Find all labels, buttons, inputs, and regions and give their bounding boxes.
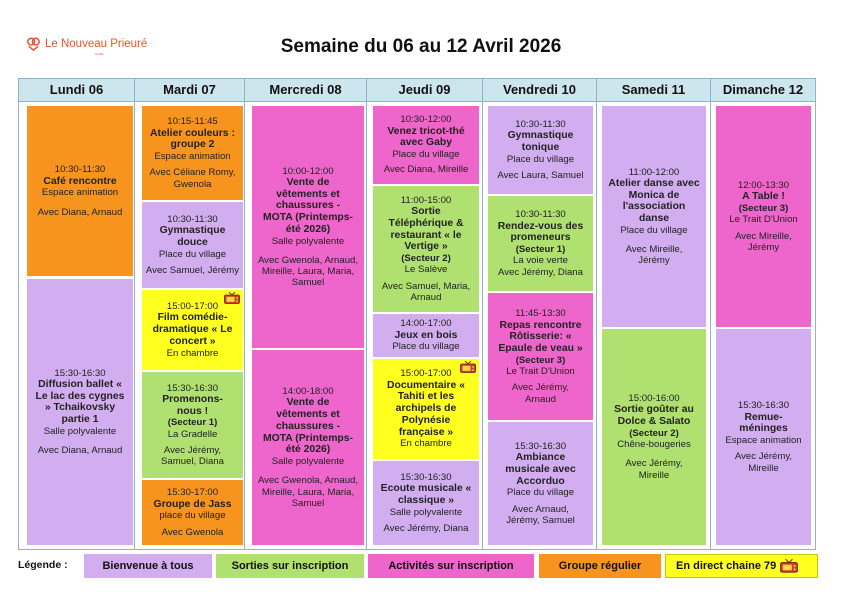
- event-place: Espace animation: [41, 187, 119, 199]
- event-people: Avec Gwenola, Arnaud, Mireille, Laura, Maria, Samuel: [257, 254, 359, 289]
- event-card[interactable]: [602, 106, 706, 327]
- event-people: Avec Jérémy, Diana: [383, 522, 469, 534]
- event-time: 15:00-16:00: [628, 393, 680, 405]
- event-title: Film comédie-dramatique « Le concert »: [152, 312, 233, 347]
- day-column-vendredi: [483, 79, 597, 549]
- event-people: Avec Gwenola: [161, 526, 224, 538]
- event-time: 15:30-16:30: [54, 367, 106, 379]
- event-card[interactable]: [373, 461, 479, 545]
- legend-sorties: Sorties sur inscription: [216, 554, 364, 578]
- event-title: Sortie Téléphérique & restaurant « le Vertige »: [388, 206, 464, 253]
- event-place: Place du village: [392, 341, 460, 353]
- event-place: Salle polyvalente: [271, 456, 345, 468]
- legend-activites: Activités sur inscription: [368, 554, 534, 578]
- event-card[interactable]: [142, 372, 243, 478]
- legend-groupe: Groupe régulier: [539, 554, 661, 578]
- day-column-samedi: [597, 79, 711, 549]
- event-people: Avec Gwenola, Arnaud, Mireille, Laura, Maria, Samuel: [257, 475, 359, 509]
- event-card[interactable]: [142, 202, 243, 288]
- event-card[interactable]: [488, 196, 593, 291]
- event-time: 14:00-17:00: [400, 318, 452, 330]
- tv-icon: [224, 292, 240, 304]
- day-column-mercredi: [245, 79, 367, 549]
- event-card[interactable]: [252, 106, 364, 348]
- event-people: Avec Mireille, Jérémy: [735, 230, 792, 253]
- day-column-lundi: [19, 79, 135, 549]
- event-place: Le Trait D'Union: [506, 366, 575, 378]
- page-title: Semaine du 06 au 12 Avril 2026: [280, 36, 562, 57]
- day-column-dimanche: [711, 79, 815, 549]
- tv-icon: [780, 559, 798, 573]
- event-sector: (Secteur 2): [629, 427, 679, 439]
- event-title: A Table !: [742, 191, 785, 203]
- tv-icon: [460, 361, 476, 373]
- event-place: En chambre: [166, 347, 219, 359]
- legend-direct-label: En direct chaine 79: [676, 560, 777, 572]
- event-title: Ambiance musicale avec Accorduo: [505, 452, 576, 487]
- event-place: Place du village: [506, 153, 575, 165]
- day-header: Vendredi 10: [483, 79, 596, 102]
- event-title: Sortie goûter au Dolce & Salato: [614, 404, 694, 428]
- event-card[interactable]: [488, 106, 593, 194]
- event-card[interactable]: [488, 293, 593, 420]
- event-card[interactable]: [602, 329, 706, 545]
- event-people: Avec Jérémy, Mireille: [734, 451, 793, 474]
- legend-label: Légende :: [18, 559, 68, 571]
- event-sector: (Secteur 1): [167, 417, 218, 429]
- event-place: La voie verte: [513, 255, 568, 267]
- day-header: Mardi 07: [135, 79, 244, 102]
- event-time: 14:00-18:00: [282, 386, 334, 397]
- event-place: En chambre: [400, 438, 452, 450]
- event-place: Espace animation: [725, 435, 802, 447]
- day-header: Dimanche 12: [711, 79, 815, 102]
- event-time: 15:30-16:30: [166, 382, 219, 394]
- event-people: Avec Samuel, Jérémy: [145, 264, 240, 276]
- event-title: Atelier danse avec Monica de l'association danse: [608, 177, 700, 225]
- event-place: Place du village: [620, 224, 688, 236]
- event-time: 15:30-16:30: [400, 471, 452, 483]
- event-card[interactable]: [27, 279, 133, 545]
- event-card[interactable]: [488, 422, 593, 545]
- event-people: Avec Céliane Romy, Gwenola: [149, 167, 236, 190]
- event-title: Groupe de Jass: [153, 498, 232, 510]
- event-people: Avec Samuel, Maria, Arnaud: [381, 280, 471, 303]
- event-place: Chêne-bougeries: [617, 439, 691, 451]
- event-people: Avec Jérémy, Arnaud: [511, 382, 570, 405]
- day-header: Mercredi 08: [245, 79, 366, 102]
- event-people: Avec Jérémy, Mireille: [625, 458, 683, 481]
- event-people: Avec Arnaud, Jérémy, Samuel: [506, 503, 575, 526]
- event-card[interactable]: [373, 186, 479, 312]
- day-column-jeudi: [367, 79, 483, 549]
- event-time: 15:30-16:30: [737, 400, 790, 412]
- event-place: Salle polyvalente: [43, 425, 117, 437]
- event-people: Avec Diana, Arnaud: [37, 445, 123, 457]
- event-title: Documentaire « Tahiti et les archipels de Polynésie française »: [387, 379, 465, 438]
- event-people: Avec Mireille, Jérémy: [625, 244, 683, 267]
- event-time: 10:15-11:45: [167, 116, 218, 128]
- event-title: Gymnastique tonique: [507, 130, 574, 153]
- event-card[interactable]: [716, 106, 811, 327]
- event-sector: (Secteur 2): [401, 253, 451, 265]
- event-sector: (Secteur 3): [738, 203, 789, 215]
- day-header: Jeudi 09: [367, 79, 482, 102]
- event-time: 11:00-12:00: [628, 166, 680, 178]
- event-time: 15:00-17:00: [166, 301, 219, 313]
- legend-bienvenue: Bienvenue à tous: [84, 554, 212, 578]
- schedule-table: [18, 78, 816, 550]
- event-place: La Gradelle: [167, 428, 218, 440]
- event-card[interactable]: [142, 290, 243, 370]
- event-title: Café rencontre: [43, 175, 117, 187]
- event-place: Place du village: [506, 487, 575, 499]
- event-time: 11:00-15:00: [400, 194, 452, 206]
- event-card[interactable]: [142, 480, 243, 545]
- event-time: 15:00-17:00: [400, 368, 452, 380]
- event-card[interactable]: [373, 314, 479, 357]
- event-card[interactable]: [716, 329, 811, 545]
- event-people: Avec Diana, Mireille: [383, 164, 469, 176]
- event-people: Avec Laura, Samuel: [497, 169, 584, 181]
- event-time: 10:30-11:30: [515, 209, 566, 221]
- event-people: Avec Jérémy, Diana: [498, 266, 583, 278]
- event-place: Place du village: [158, 248, 227, 260]
- legend-direct: [665, 554, 818, 578]
- event-time: 12:00-13:30: [737, 180, 790, 192]
- event-title: Jeux en bois: [394, 329, 458, 341]
- event-title: Vente de vêtements et chaussures - MOTA (Printemps-été 2026): [262, 397, 354, 456]
- event-place: Le Salève: [404, 264, 448, 276]
- logo-subtitle: ALSIE: [95, 52, 104, 56]
- day-column-mardi: [135, 79, 245, 549]
- event-sector: (Secteur 3): [515, 354, 566, 366]
- event-title: Rendez-vous des promeneurs: [497, 220, 584, 244]
- event-place: Espace animation: [154, 151, 231, 163]
- event-place: place du village: [159, 510, 226, 522]
- event-time: 10:30-11:30: [167, 213, 218, 225]
- event-time: 10:30-12:00: [400, 114, 452, 126]
- event-title: Remue-méninges: [739, 411, 788, 435]
- event-people: Avec Jérémy, Samuel, Diana: [161, 444, 224, 468]
- event-time: 10:00-12:00: [282, 165, 334, 177]
- event-title: Atelier couleurs : groupe 2: [150, 127, 235, 151]
- event-place: Le Trait D'Union: [729, 214, 798, 226]
- legend: [18, 554, 818, 580]
- event-card[interactable]: [27, 106, 133, 276]
- event-place: Salle polyvalente: [389, 506, 463, 518]
- event-card[interactable]: [373, 359, 479, 459]
- event-title: Ecoute musicale « classique »: [380, 483, 472, 506]
- event-card[interactable]: [142, 106, 243, 200]
- event-people: Avec Diana, Arnaud: [37, 206, 123, 218]
- event-time: 15:30-17:00: [166, 487, 219, 499]
- event-place: Salle polyvalente: [271, 235, 345, 247]
- event-title: Promenons-nous !: [162, 393, 223, 417]
- event-time: 10:30-11:30: [515, 118, 566, 130]
- event-title: Diffusion ballet « Le lac des cygnes » Tchaikovsky partie 1: [35, 378, 125, 426]
- day-header: Samedi 11: [597, 79, 710, 102]
- day-header: Lundi 06: [19, 79, 134, 102]
- event-title: Venez tricot-thé avec Gaby: [387, 125, 465, 149]
- event-title: Gymnastique douce: [159, 225, 226, 248]
- event-sector: (Secteur 1): [515, 244, 566, 256]
- event-time: 11:45-13:30: [515, 308, 566, 320]
- event-place: Place du village: [392, 149, 460, 161]
- event-card[interactable]: [252, 350, 364, 545]
- event-card[interactable]: [373, 106, 479, 184]
- event-time: 10:30-11:30: [54, 164, 106, 176]
- event-title: Vente de vêtements et chaussures - MOTA (Printemps-été 2026): [262, 176, 354, 235]
- event-title: Repas rencontre Rôtisserie: « Epaule de veau »: [498, 319, 583, 355]
- event-time: 15:30-16:30: [514, 440, 567, 452]
- logo-name: Le Nouveau Prieuré: [45, 37, 148, 50]
